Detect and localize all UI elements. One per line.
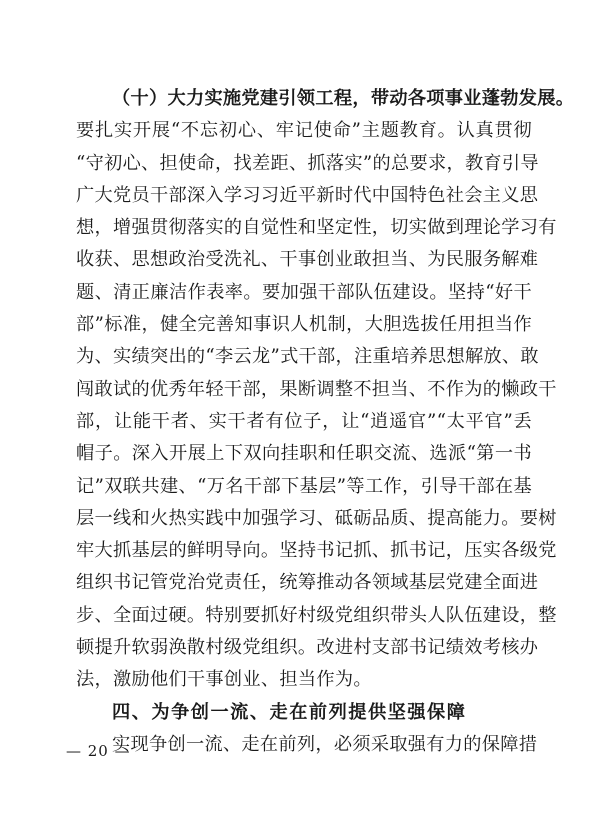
paragraph-line: 部”标准，健全完善知事识人机制，大胆选拔任用担当作 (76, 314, 532, 336)
paragraph-line: 层一线和火热实践中加强学习、砥砺品质、提高能力。要树 (76, 507, 557, 529)
paragraph-line: 收获、思想政治受洗礼、干事创业敢担当、为民服务解难 (76, 249, 539, 271)
paragraph-line: 顿提升软弱涣散村级党组织。改进村支部书记绩效考核办 (76, 637, 539, 659)
paragraph-line: 帽子。深入开展上下双向挂职和任职交流、选派“第一书 (76, 443, 532, 465)
paragraph-line: 法，激励他们干事创业、担当作为。 (76, 669, 372, 691)
section-4-heading: 四、为争创一流、走在前列提供坚强保障 (112, 701, 467, 723)
paragraph-line: 为、实绩突出的“李云龙”式干部，注重培养思想解放、敢 (76, 346, 539, 368)
paragraph-line: 想，增强贯彻落实的自觉性和坚定性，切实做到理论学习有 (76, 217, 557, 239)
paragraph-line: 要扎实开展“不忘初心、牢记使命”主题教育。认真贯彻 (76, 120, 532, 142)
page-number: — 20 — (66, 742, 131, 760)
paragraph-line: 广大党员干部深入学习习近平新时代中国特色社会主义思 (76, 184, 539, 206)
paragraph-line: 牢大抓基层的鲜明导向。坚持书记抓、抓书记，压实各级党 (76, 540, 557, 562)
paragraph-line: 记”双联共建、“万名干部下基层”等工作，引导干部在基 (76, 475, 532, 497)
paragraph-10-heading: （十）大力实施党建引领工程，带动各项事业蓬勃发展。 (112, 88, 575, 109)
paragraph-line: 实现争创一流、走在前列，必须采取强有力的保障措 (112, 733, 538, 755)
paragraph-line: 步、全面过硬。特别要抓好村级党组织带头人队伍建设，整 (76, 604, 557, 626)
paragraph-line: “守初心、担使命，找差距、抓落实”的总要求，教育引导 (76, 152, 539, 174)
paragraph-line: 题、清正廉洁作表率。要加强干部队伍建设。坚持“好干 (76, 281, 532, 303)
paragraph-line: 闯敢试的优秀年轻干部，果断调整不担当、不作为的懒政干 (76, 378, 557, 400)
paragraph-line: 部，让能干者、实干者有位子，让“逍遥官”“太平官”丢 (76, 410, 532, 432)
paragraph-line: 组织书记管党治党责任，统筹推动各领域基层党建全面进 (76, 572, 539, 594)
body-text (76, 83, 575, 761)
